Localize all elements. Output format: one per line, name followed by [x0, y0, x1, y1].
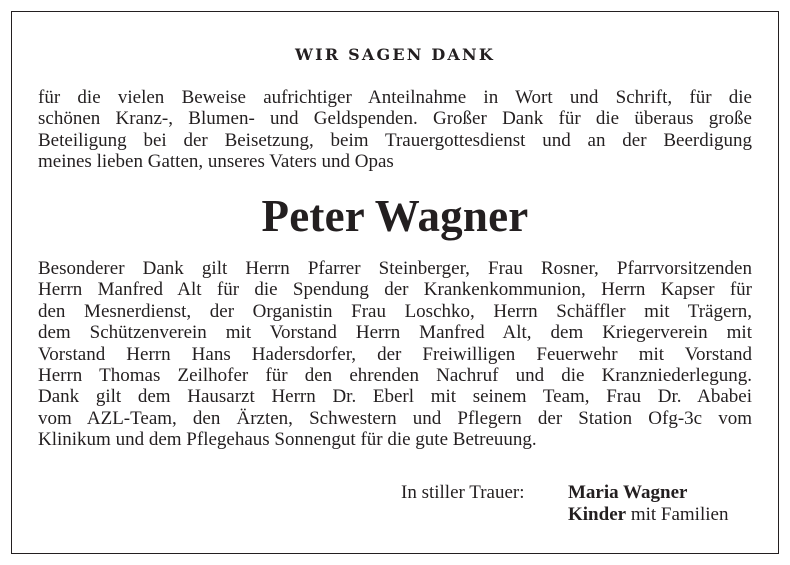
mourning-label: In stiller Trauer:: [401, 482, 525, 503]
mourners-block: [568, 482, 728, 526]
thanks-line: dem Schützenverein mit Vorstand Herrn Manfred Alt, dem Kriegerverein mit: [38, 322, 752, 344]
intro-line: meines lieben Gatten, unseres Vaters und Opas: [38, 151, 394, 173]
thanks-line: vom AZL-Team, den Ärzten, Schwestern und Pflegern der Station Ofg-3c vom: [38, 407, 752, 429]
mourner-name: Maria Wagner: [568, 482, 688, 503]
thanks-line: Vorstand Herrn Hans Hadersdorfer, der Freiwilligen Feuerwehr mit Vorstand: [38, 343, 752, 365]
thanks-line: Besonderer Dank gilt Herrn Pfarrer Steinberger, Frau Rosner, Pfarrvorsitzenden: [38, 258, 752, 279]
thanks-line: Herrn Manfred Alt für die Spendung der Krankenkommunion, Herrn Kapser für: [38, 279, 752, 301]
intro-line: schönen Kranz-, Blumen- und Geldspenden. Großer Dank für die überaus große: [38, 108, 752, 130]
thanks-paragraph: [38, 258, 752, 451]
intro-paragraph: [38, 87, 752, 173]
mourner-family-rest: mit Familien: [626, 504, 729, 525]
deceased-name: Peter Wagner: [261, 191, 529, 241]
thanks-line: Klinikum und dem Pflegehaus Sonnengut für die gute Betreuung.: [38, 429, 537, 451]
intro-line: Beteiligung bei der Beisetzung, beim Trauergottesdienst und an der Beerdigung: [38, 129, 752, 151]
notice-heading: WIR SAGEN DANK: [295, 45, 495, 64]
mourner-kinder: Kinder: [568, 504, 627, 525]
mourner-family: [568, 504, 728, 526]
thanks-line: Dank gilt dem Hausarzt Herrn Dr. Eberl mit seinem Team, Frau Dr. Ababei: [38, 386, 752, 408]
thanks-line: den Mesnerdienst, der Organistin Frau Loschko, Herrn Schäffler mit Trägern,: [38, 300, 752, 322]
thanks-line: Herrn Thomas Zeilhofer für den ehrenden Nachruf und die Kranzniederlegung.: [38, 365, 752, 387]
intro-line: für die vielen Beweise aufrichtiger Anteilnahme in Wort und Schrift, für die: [38, 87, 752, 108]
